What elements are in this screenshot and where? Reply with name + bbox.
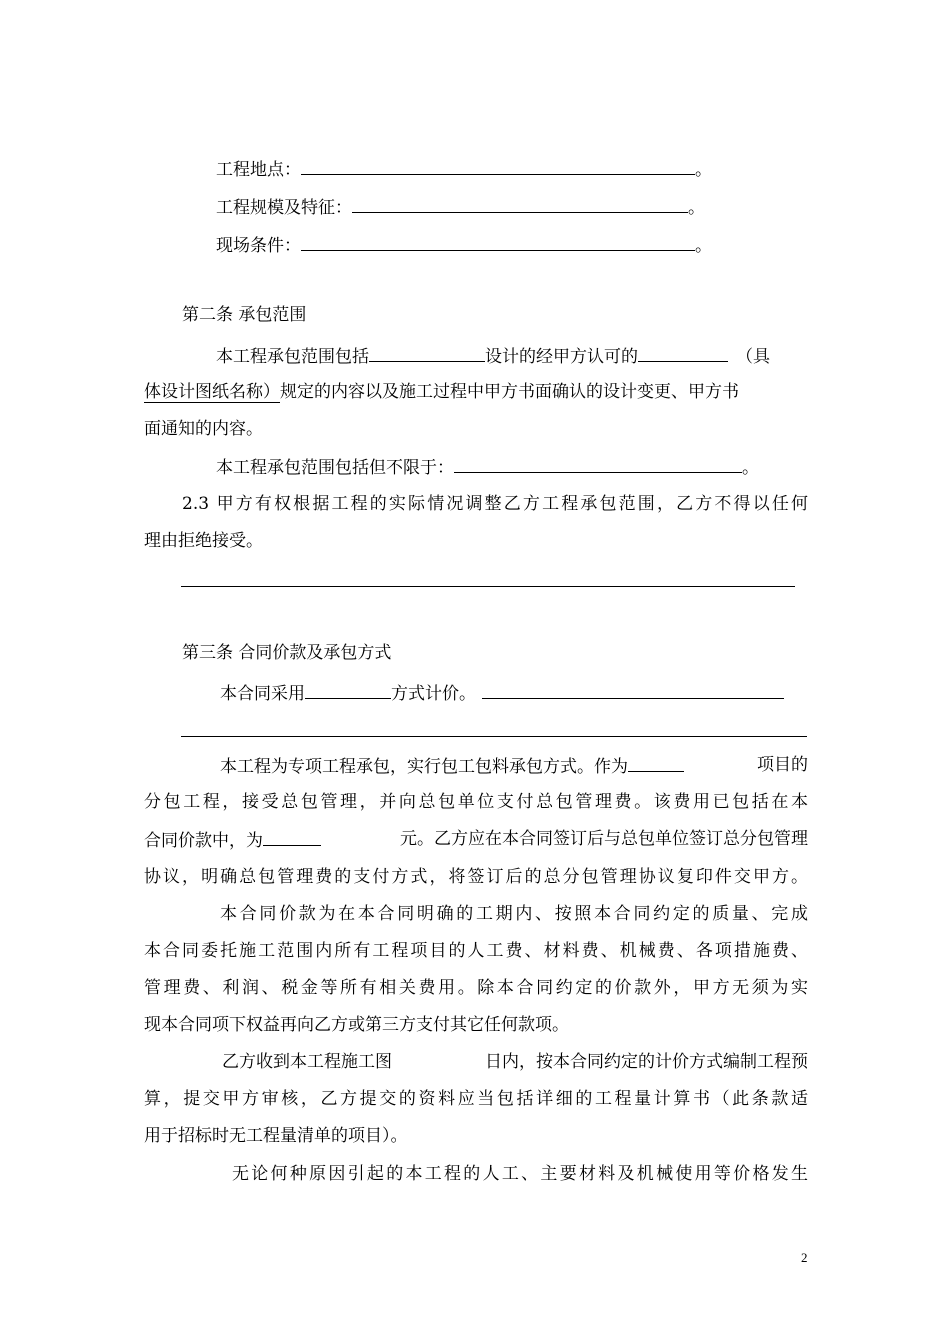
article3-p2-line4: 协议，明确总包管理费的支付方式，将签订后的总分包管理协议复印件交甲方。 [144, 867, 808, 887]
article3-p2-line3 [144, 827, 808, 853]
article2-p1-line1 [216, 343, 770, 369]
package-text-b: 项目的 [757, 755, 808, 775]
scope-not-limited-blank [454, 454, 742, 473]
project-name-blank [628, 753, 684, 772]
article3-heading: 第三条 合同价款及承包方式 [182, 643, 392, 663]
article3-p2-line1 [220, 753, 808, 779]
article3-p3-line1: 本合同价款为在本合同明确的工期内、按照本合同约定的质量、完成 [220, 904, 808, 924]
scope-text-a: 本工程承包范围包括 [216, 347, 369, 367]
scope-blank-1 [369, 343, 485, 362]
scope-text-e: 规定的内容以及施工过程中甲方书面确认的设计变更、甲方书 [280, 382, 739, 402]
budget-text-a: 乙方收到本工程施工图 [222, 1052, 392, 1072]
location-blank [301, 156, 695, 175]
scale-end: 。 [688, 198, 705, 218]
article3-p4-line1 [222, 1050, 808, 1074]
location-end: 。 [695, 160, 712, 180]
fee-text-b: 元。乙方应在本合同签订后与总包单位签订总分包管理 [400, 829, 808, 849]
scope-not-limited-text: 本工程承包范围包括但不限于： [216, 458, 454, 478]
article3-p1 [220, 680, 784, 706]
blank-rule-1 [181, 586, 795, 587]
blank-rule-2 [181, 736, 807, 737]
scale-line [216, 194, 705, 220]
scale-blank [352, 194, 688, 213]
conditions-line [216, 232, 712, 258]
scope-blank-2 [638, 343, 728, 362]
article2-p3-line2: 理由拒绝接受。 [144, 531, 263, 551]
article3-p3-line2: 本合同委托施工范围内所有工程项目的人工费、材料费、机械费、各项措施费、 [144, 941, 808, 961]
article2-p1-line2 [144, 380, 739, 404]
fee-text-a: 合同价款中，为 [144, 831, 263, 851]
fee-amount-blank [263, 827, 321, 846]
article3-p4-line2: 算，提交甲方审核，乙方提交的资料应当包括详细的工程量计算书（此条款适 [144, 1089, 808, 1109]
location-label: 工程地点： [216, 160, 301, 180]
article2-p1-line3: 面通知的内容。 [144, 419, 263, 439]
location-line [216, 156, 712, 182]
drawing-name-text: 体设计图纸名称） [144, 382, 280, 402]
article2-heading: 第二条 承包范围 [182, 305, 307, 325]
package-text-a: 本工程为专项工程承包，实行包工包料承包方式。作为 [220, 757, 628, 777]
scope-not-limited-end: 。 [742, 458, 759, 478]
article3-p4-line3: 用于招标时无工程量清单的项目）。 [144, 1126, 408, 1146]
article2-p2 [216, 454, 759, 480]
article3-p3-line3: 管理费、利润、税金等所有相关费用。除本合同约定的价款外，甲方无须为实 [144, 978, 808, 998]
conditions-end: 。 [695, 236, 712, 256]
pricing-detail-blank [482, 680, 784, 699]
scale-label: 工程规模及特征： [216, 198, 352, 218]
scope-text-b: 设计的经甲方认可的 [485, 347, 638, 367]
article2-p3-line1: 2.3 甲方有权根据工程的实际情况调整乙方工程承包范围，乙方不得以任何 [182, 494, 808, 514]
pricing-method-blank [305, 680, 391, 699]
article3-p2-line2: 分包工程，接受总包管理，并向总包单位支付总包管理费。该费用已包括在本 [144, 792, 808, 812]
page-number: 2 [801, 1250, 808, 1265]
article3-p3-line4: 现本合同项下权益再向乙方或第三方支付其它任何款项。 [144, 1015, 569, 1035]
conditions-blank [301, 232, 695, 251]
article3-p5-line1: 无论何种原因引起的本工程的人工、主要材料及机械使用等价格发生 [232, 1164, 808, 1184]
conditions-label: 现场条件： [216, 236, 301, 256]
pricing-text-a: 本合同采用 [220, 684, 305, 704]
budget-text-b: 日内，按本合同约定的计价方式编制工程预 [485, 1052, 808, 1072]
scope-text-c: （具 [736, 347, 770, 367]
pricing-text-b: 方式计价。 [391, 684, 476, 704]
